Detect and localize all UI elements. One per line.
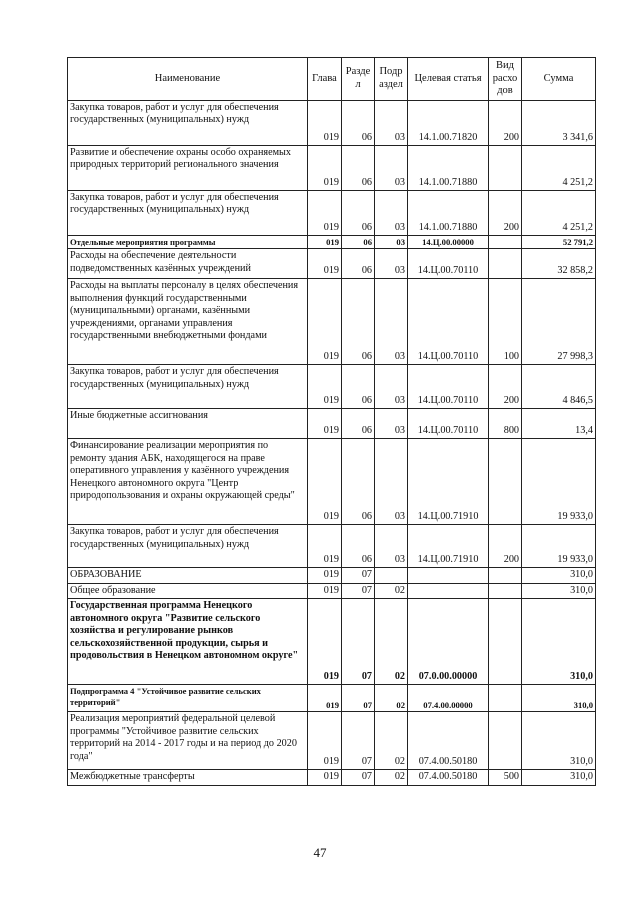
row-name: Расходы на выплаты персоналу в целях обеспечения выполнения функций государственными (муниципальными) органами, казёнными учреждениями, органами управления государственными внебюджетными фондами (68, 279, 308, 365)
table-row (68, 685, 596, 712)
row-name: Развитие и обеспечение охраны особо охраняемых природных территорий регионального значения (68, 146, 308, 191)
row-kind (489, 568, 522, 583)
row-chapter: 019 (308, 599, 342, 685)
row-chapter: 019 (308, 236, 342, 249)
row-subsection: 02 (375, 770, 408, 785)
row-sum: 32 858,2 (522, 249, 596, 279)
row-subsection: 03 (375, 191, 408, 236)
row-section: 06 (342, 191, 375, 236)
row-name: Закупка товаров, работ и услуг для обеспечения государственных (муниципальных) нужд (68, 365, 308, 409)
row-name: Закупка товаров, работ и услуг для обеспечения государственных (муниципальных) нужд (68, 101, 308, 146)
row-sum: 19 933,0 (522, 439, 596, 525)
row-target: 07.4.00.50180 (408, 770, 489, 785)
row-target (408, 568, 489, 583)
row-name: Финансирование реализации мероприятия по ремонту здания АБК, находящегося на праве оперативного управления у казённого учреждения Ненецкого автономного округа "Центр природопользования и охраны окружающей среды" (68, 439, 308, 525)
row-target: 14.1.00.71820 (408, 101, 489, 146)
row-chapter: 019 (308, 770, 342, 785)
table-row (68, 146, 596, 191)
row-name: Государственная программа Ненецкого автономного округа "Развитие сельского хозяйства и регулирование рынков сельскохозяйственной продукции, сырья и продовольствия в Ненецком автономном округе" (68, 599, 308, 685)
row-name: ОБРАЗОВАНИЕ (68, 568, 308, 583)
table-row (68, 568, 596, 583)
row-target: 14.1.00.71880 (408, 191, 489, 236)
row-sum: 310,0 (522, 583, 596, 598)
row-chapter: 019 (308, 365, 342, 409)
row-chapter: 019 (308, 249, 342, 279)
row-sum: 52 791,2 (522, 236, 596, 249)
row-chapter: 019 (308, 712, 342, 770)
row-chapter: 019 (308, 409, 342, 439)
row-name: Общее образование (68, 583, 308, 598)
table-row (68, 525, 596, 568)
row-sum: 4 846,5 (522, 365, 596, 409)
row-kind (489, 439, 522, 525)
table-row (68, 770, 596, 785)
row-kind: 200 (489, 191, 522, 236)
row-target: 07.0.00.00000 (408, 599, 489, 685)
row-chapter: 019 (308, 525, 342, 568)
row-sum: 4 251,2 (522, 146, 596, 191)
table-row (68, 583, 596, 598)
table-row (68, 279, 596, 365)
header-section: Разде л (342, 58, 375, 101)
row-target: 14.Ц.00.71910 (408, 439, 489, 525)
row-sum: 310,0 (522, 685, 596, 712)
row-section: 06 (342, 146, 375, 191)
budget-table (67, 57, 596, 786)
table-row (68, 712, 596, 770)
row-target: 14.Ц.00.00000 (408, 236, 489, 249)
header-subsection: Подр аздел (375, 58, 408, 101)
row-kind: 100 (489, 279, 522, 365)
row-subsection: 03 (375, 236, 408, 249)
row-subsection: 03 (375, 101, 408, 146)
row-name: Расходы на обеспечение деятельности подведомственных казённых учреждений (68, 249, 308, 279)
row-target: 14.Ц.00.70110 (408, 409, 489, 439)
header-chapter: Глава (308, 58, 342, 101)
row-name: Закупка товаров, работ и услуг для обеспечения государственных (муниципальных) нужд (68, 191, 308, 236)
row-kind (489, 599, 522, 685)
row-subsection: 02 (375, 583, 408, 598)
row-target: 07.4.00.50180 (408, 712, 489, 770)
row-sum: 310,0 (522, 568, 596, 583)
row-subsection: 03 (375, 146, 408, 191)
header-kind: Вид расхо дов (489, 58, 522, 101)
row-sum: 19 933,0 (522, 525, 596, 568)
row-chapter: 019 (308, 279, 342, 365)
row-chapter: 019 (308, 191, 342, 236)
row-sum: 310,0 (522, 770, 596, 785)
row-chapter: 019 (308, 146, 342, 191)
row-kind: 200 (489, 525, 522, 568)
table-row (68, 236, 596, 249)
row-kind (489, 236, 522, 249)
row-section: 07 (342, 770, 375, 785)
row-kind (489, 712, 522, 770)
row-name: Межбюджетные трансферты (68, 770, 308, 785)
table-row (68, 249, 596, 279)
row-sum: 13,4 (522, 409, 596, 439)
row-target: 14.Ц.00.71910 (408, 525, 489, 568)
row-kind (489, 685, 522, 712)
row-section: 06 (342, 525, 375, 568)
row-subsection: 02 (375, 712, 408, 770)
row-name: Реализация мероприятий федеральной целевой программы "Устойчивое развитие сельских территорий на 2014 - 2017 годы и на период до 2020 года" (68, 712, 308, 770)
row-section: 07 (342, 712, 375, 770)
row-kind: 200 (489, 365, 522, 409)
header-name: Наименование (68, 58, 308, 101)
row-name: Отдельные мероприятия программы (68, 236, 308, 249)
row-subsection: 02 (375, 685, 408, 712)
row-sum: 310,0 (522, 712, 596, 770)
row-sum: 4 251,2 (522, 191, 596, 236)
row-name: Закупка товаров, работ и услуг для обеспечения государственных (муниципальных) нужд (68, 525, 308, 568)
row-kind: 500 (489, 770, 522, 785)
row-target: 14.Ц.00.70110 (408, 365, 489, 409)
row-subsection: 03 (375, 279, 408, 365)
row-section: 06 (342, 409, 375, 439)
row-subsection: 03 (375, 439, 408, 525)
row-section: 06 (342, 279, 375, 365)
table-row (68, 409, 596, 439)
table-row (68, 191, 596, 236)
table-row (68, 101, 596, 146)
row-target: 07.4.00.00000 (408, 685, 489, 712)
table-row (68, 365, 596, 409)
row-target: 14.1.00.71880 (408, 146, 489, 191)
row-section: 06 (342, 101, 375, 146)
row-kind (489, 146, 522, 191)
row-name: Подпрограмма 4 "Устойчивое развитие сельских территорий" (68, 685, 308, 712)
row-section: 07 (342, 568, 375, 583)
row-subsection: 03 (375, 409, 408, 439)
header-target: Целевая статья (408, 58, 489, 101)
row-section: 07 (342, 583, 375, 598)
row-section: 06 (342, 439, 375, 525)
row-target: 14.Ц.00.70110 (408, 249, 489, 279)
row-section: 07 (342, 599, 375, 685)
row-chapter: 019 (308, 685, 342, 712)
row-sum: 310,0 (522, 599, 596, 685)
row-chapter: 019 (308, 583, 342, 598)
page-number: 47 (313, 845, 327, 860)
row-kind (489, 249, 522, 279)
table-row (68, 599, 596, 685)
row-subsection: 02 (375, 599, 408, 685)
row-section: 07 (342, 685, 375, 712)
table-row (68, 439, 596, 525)
row-subsection (375, 568, 408, 583)
row-section: 06 (342, 365, 375, 409)
header-row (68, 58, 596, 101)
row-subsection: 03 (375, 365, 408, 409)
row-target: 14.Ц.00.70110 (408, 279, 489, 365)
row-chapter: 019 (308, 568, 342, 583)
row-sum: 3 341,6 (522, 101, 596, 146)
row-chapter: 019 (308, 101, 342, 146)
row-section: 06 (342, 249, 375, 279)
row-subsection: 03 (375, 249, 408, 279)
row-sum: 27 998,3 (522, 279, 596, 365)
row-kind (489, 583, 522, 598)
row-kind: 200 (489, 101, 522, 146)
row-section: 06 (342, 236, 375, 249)
row-kind: 800 (489, 409, 522, 439)
row-chapter: 019 (308, 439, 342, 525)
row-target (408, 583, 489, 598)
header-sum: Сумма (522, 58, 596, 101)
row-subsection: 03 (375, 525, 408, 568)
row-name: Иные бюджетные ассигнования (68, 409, 308, 439)
